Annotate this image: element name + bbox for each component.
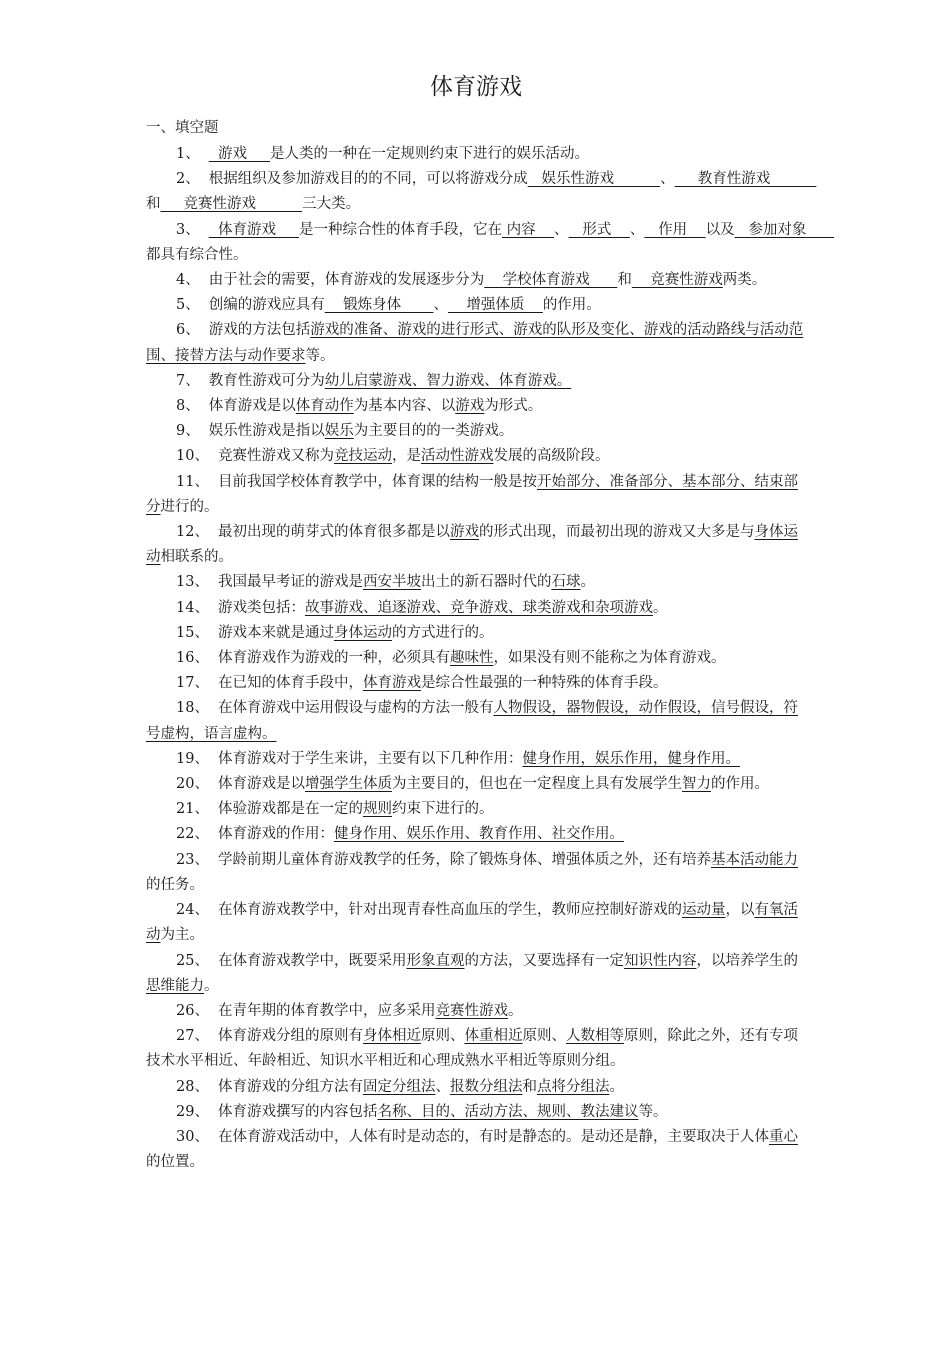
answer-blank: 学校体育游戏: [484, 272, 618, 289]
question-text: 体育游戏是以: [217, 776, 305, 793]
answer-blank: 开始部分、准备部分、基本部分、结束部分: [146, 473, 798, 515]
question-item: [146, 470, 810, 520]
question-text: ，如果没有则不能称之为体育游戏。: [493, 650, 726, 667]
question-number: 12: [176, 524, 195, 541]
answer-blank: 参加对象: [734, 221, 835, 238]
question-text: 游戏类包括：: [217, 599, 305, 616]
number-separator: 、: [194, 473, 209, 490]
question-text: 。: [652, 599, 668, 616]
question-text: 在体育游戏中运用假设与虚构的方法一般有: [217, 700, 494, 717]
answer-blank: 重心: [768, 1128, 798, 1145]
question-number: 28: [176, 1078, 195, 1095]
number-separator: 、: [194, 448, 209, 465]
question-number: 27: [176, 1028, 195, 1045]
answer-blank: 作用: [644, 221, 706, 238]
question-number: 29: [176, 1103, 195, 1120]
question-text: 相联系的。: [160, 549, 233, 566]
question-number: 24: [176, 902, 195, 919]
question-number: 6: [176, 322, 186, 339]
answer-blank: 西安半坡: [362, 574, 421, 591]
answer-blank: 固定分组法: [362, 1078, 436, 1095]
question-number: 17: [176, 675, 195, 692]
question-item: [146, 142, 810, 167]
number-separator: 、: [185, 146, 200, 162]
question-number: 10: [176, 448, 195, 465]
question-text: 为主要目的的一类游戏。: [353, 423, 514, 440]
question-text: 在青年期的体育教学中，应多采用: [217, 1002, 436, 1019]
answer-blank: 思维能力: [146, 977, 204, 994]
document-title: 体育游戏: [430, 74, 522, 100]
question-text: 以及: [705, 221, 735, 238]
number-separator: 、: [194, 952, 209, 969]
question-item: [146, 570, 810, 595]
question-item: [146, 646, 810, 671]
answer-blank: 内容: [502, 221, 555, 238]
question-text: 娱乐性游戏是指以: [208, 423, 325, 440]
question-text: 教育性游戏可分为: [208, 372, 325, 389]
question-text: 的形式出现，而最初出现的游戏又大多是与: [478, 524, 755, 541]
question-item: [146, 444, 810, 469]
question-text: 为主。: [160, 927, 204, 944]
answer-blank: 竞赛性游戏: [631, 272, 723, 289]
question-text: 进行的。: [160, 498, 219, 515]
question-number: 4: [176, 272, 186, 289]
question-text: 三大类。: [302, 196, 361, 213]
question-text: ，是: [391, 448, 421, 465]
question-text: 是一种综合性的体育手段，它在: [299, 221, 502, 238]
question-text: 、: [554, 221, 569, 238]
question-text: ，以: [725, 902, 755, 919]
question-number: 15: [176, 624, 195, 641]
question-text: 。: [507, 1002, 523, 1019]
question-text: 、: [629, 221, 645, 238]
answer-blank: 体育游戏: [208, 221, 299, 238]
question-item: [146, 218, 835, 268]
answer-blank: 身体运动: [333, 624, 392, 641]
question-text: 等。: [305, 347, 335, 364]
number-separator: 、: [194, 1128, 209, 1145]
question-text: 。: [580, 574, 595, 591]
question-text: 我国最早考证的游戏是: [217, 574, 363, 591]
question-text: 、: [435, 1078, 450, 1095]
question-text: 游戏的方法包括: [208, 322, 311, 339]
question-text: 的位置。: [146, 1154, 204, 1171]
question-text: 在体育游戏活动中，人体有时是动态的，有时是静态的。是动还是静，主要取决于人体: [217, 1128, 769, 1145]
question-text: 竞赛性游戏又称为: [217, 448, 334, 465]
answer-blank: 竞赛性游戏: [160, 196, 303, 213]
number-separator: 、: [194, 1103, 209, 1120]
question-text: 是综合性最强的一种特殊的体育手段。: [420, 675, 668, 692]
question-item: [146, 520, 810, 570]
answer-blank: 基本活动能力: [710, 851, 798, 868]
number-separator: 、: [194, 700, 209, 717]
answer-blank: 增强学生体质: [304, 776, 392, 793]
question-text: 在体育游戏教学中，既要采用: [217, 952, 407, 969]
number-separator: 、: [194, 826, 209, 843]
answer-blank: 人数相等: [565, 1028, 624, 1045]
question-text: 两类。: [722, 272, 767, 289]
answer-blank: 运动量: [681, 902, 726, 919]
number-separator: 、: [185, 372, 200, 389]
question-text: 体验游戏都是在一定的: [217, 801, 363, 818]
question-number: 25: [176, 952, 195, 969]
number-separator: 、: [194, 801, 209, 818]
number-separator: 、: [194, 675, 209, 692]
answer-blank: 游戏: [208, 146, 270, 162]
number-separator: 、: [194, 902, 209, 919]
answer-blank: 身体相近: [362, 1028, 421, 1045]
question-item: [146, 419, 810, 444]
question-text: 和: [522, 1078, 537, 1095]
question-text: 为形式。: [484, 398, 543, 415]
answer-blank: 石球: [551, 574, 581, 591]
question-text: 由于社会的需要，体育游戏的发展逐步分为: [208, 272, 485, 289]
question-text: 体育游戏撰写的内容包括: [217, 1103, 378, 1120]
answer-blank: 趣味性: [449, 650, 494, 667]
question-number: 11: [176, 473, 195, 490]
question-text: 和: [146, 196, 161, 213]
answer-blank: 体育游戏: [362, 675, 421, 692]
answer-blank: 身体运动: [146, 524, 798, 566]
number-separator: 、: [194, 851, 209, 868]
question-number: 14: [176, 599, 195, 616]
question-number: 2: [176, 171, 186, 188]
question-text: 的方法，又要选择有一定: [464, 952, 624, 969]
question-text: 为主要目的，但也在一定程度上具有发展学生: [391, 776, 682, 793]
question-item: [146, 394, 810, 419]
question-text: 的方式进行的。: [391, 624, 494, 641]
question-number: 18: [176, 700, 195, 717]
number-separator: 、: [185, 171, 200, 188]
question-text: 。: [609, 1078, 624, 1095]
question-item: [146, 318, 810, 368]
question-number: 9: [176, 423, 186, 440]
question-text: 的任务。: [146, 876, 204, 893]
question-item: [146, 797, 810, 822]
question-number: 8: [176, 398, 186, 415]
question-text: 都具有综合性。: [146, 246, 248, 263]
answer-blank: 教育性游戏: [674, 171, 817, 188]
question-number: 26: [176, 1002, 195, 1019]
question-number: 13: [176, 574, 195, 591]
question-text: 体育游戏对于学生来讲，主要有以下几种作用：: [217, 750, 523, 767]
number-separator: 、: [194, 650, 209, 667]
question-number: 21: [176, 801, 195, 818]
question-item: [146, 268, 810, 293]
question-text: 原则、: [420, 1028, 465, 1045]
question-item: [146, 1100, 810, 1125]
question-item: [146, 596, 810, 621]
question-number: 16: [176, 650, 195, 667]
question-text: 体育游戏的作用：: [217, 826, 334, 843]
question-item: [146, 1125, 810, 1175]
question-text: 出土的新石器时代的: [420, 574, 552, 591]
question-number: 22: [176, 826, 195, 843]
question-item: [146, 848, 810, 898]
question-number: 3: [176, 221, 186, 238]
question-text: 原则，除此之外，还有专项技术水平相近、年龄相近、知识水平相近和心理成熟水平相近等原则分组。: [146, 1028, 798, 1070]
answer-blank: 健身作用、娱乐作用、教育作用、社交作用。: [333, 826, 624, 843]
question-text: 最初出现的萌芽式的体育很多都是以: [217, 524, 450, 541]
question-text: 体育游戏的分组方法有: [217, 1078, 363, 1095]
question-text: 创编的游戏应具有: [208, 297, 325, 314]
question-item: [146, 167, 817, 217]
section-heading: 一、填空题: [146, 120, 219, 136]
question-text: 游戏本来就是通过: [217, 624, 334, 641]
answer-blank: 体重相近: [464, 1028, 523, 1045]
answer-blank: 点将分组法: [536, 1078, 610, 1095]
question-number: 19: [176, 750, 195, 767]
question-number: 1: [176, 146, 186, 162]
question-item: [146, 369, 810, 394]
number-separator: 、: [194, 599, 209, 616]
number-separator: 、: [194, 624, 209, 641]
question-item: [146, 1075, 810, 1100]
number-separator: 、: [194, 1078, 209, 1095]
number-separator: 、: [185, 423, 200, 440]
answer-blank: 智力: [681, 776, 711, 793]
question-number: 30: [176, 1128, 195, 1145]
question-text: 约束下进行的。: [391, 801, 494, 818]
question-item: [146, 1024, 810, 1074]
question-text: 发展的高级阶段。: [493, 448, 610, 465]
number-separator: 、: [194, 1028, 209, 1045]
answer-blank: 竞技运动: [333, 448, 392, 465]
question-item: [146, 696, 810, 746]
answer-blank: 锻炼身体: [324, 297, 434, 314]
answer-blank: 游戏的准备、游戏的进行形式、游戏的队形及变化、游戏的活动路线与活动范围、接替方法与动作要求: [146, 322, 804, 364]
question-text: 是人类的一种在一定规则约束下进行的娱乐活动。: [270, 146, 589, 162]
answer-blank: 有氧活动: [146, 902, 798, 944]
question-text: 、: [433, 297, 448, 314]
answer-blank: 健身作用，娱乐作用，健身作用。: [522, 750, 740, 767]
question-item: [146, 621, 810, 646]
question-number: 20: [176, 776, 195, 793]
question-text: 在已知的体育手段中，: [217, 675, 363, 692]
question-item: [146, 747, 810, 772]
question-list: [146, 142, 835, 1175]
answer-blank: 报数分组法: [449, 1078, 523, 1095]
question-text: 原则、: [522, 1028, 566, 1045]
answer-blank: 规则: [362, 801, 392, 818]
question-number: 23: [176, 851, 195, 868]
question-text: 的作用。: [542, 297, 601, 314]
number-separator: 、: [194, 750, 209, 767]
number-separator: 、: [194, 776, 209, 793]
question-item: [146, 999, 810, 1024]
answer-blank: 形象直观: [406, 952, 465, 969]
question-text: 的作用。: [710, 776, 769, 793]
number-separator: 、: [194, 574, 209, 591]
question-text: 为基本内容、以: [353, 398, 456, 415]
question-text: 等。: [638, 1103, 668, 1120]
question-text: 、: [660, 171, 675, 188]
question-number: 7: [176, 372, 186, 389]
question-item: [146, 293, 810, 318]
question-text: 体育游戏是以: [208, 398, 296, 415]
answer-blank: 人物假设，器物假设，动作假设，信号假设，符号虚构，语言虚构。: [146, 700, 798, 742]
answer-blank: 竞赛性游戏: [435, 1002, 508, 1019]
question-text: 学龄前期儿童体育游戏教学的任务，除了锻炼身体、增强体质之外，还有培养: [217, 851, 711, 868]
number-separator: 、: [185, 322, 200, 339]
question-text: 目前我国学校体育教学中，体育课的结构一般是按: [217, 473, 537, 490]
question-item: [146, 822, 810, 847]
answer-blank: 游戏: [455, 398, 485, 415]
answer-blank: 名称、目的、活动方法、规则、教法建议: [377, 1103, 639, 1120]
question-text: 根据组织及参加游戏目的的不同，可以将游戏分成: [208, 171, 528, 188]
answer-blank: 知识性内容: [623, 952, 697, 969]
answer-blank: 活动性游戏: [420, 448, 494, 465]
answer-blank: 形式: [568, 221, 630, 238]
answer-blank: 娱乐性游戏: [527, 171, 661, 188]
question-item: [146, 949, 810, 999]
answer-blank: 幼儿启蒙游戏、智力游戏、体育游戏。: [324, 372, 572, 389]
question-text: 。: [204, 977, 219, 994]
question-text: 体育游戏分组的原则有: [217, 1028, 363, 1045]
number-separator: 、: [185, 297, 200, 314]
number-separator: 、: [194, 1002, 209, 1019]
question-text: 体育游戏作为游戏的一种，必须具有: [217, 650, 450, 667]
number-separator: 、: [185, 398, 200, 415]
answer-blank: 故事游戏、追逐游戏、竞争游戏、球类游戏和杂项游戏: [304, 599, 653, 616]
question-text: 在体育游戏教学中，针对出现青春性高血压的学生，教师应控制好游戏的: [217, 902, 682, 919]
answer-blank: 增强体质: [447, 297, 543, 314]
question-item: [146, 671, 810, 696]
question-item: [146, 772, 810, 797]
answer-blank: 娱乐: [324, 423, 354, 440]
question-text: ，以培养学生的: [696, 952, 798, 969]
answer-blank: 游戏: [449, 524, 479, 541]
question-text: 和: [617, 272, 632, 289]
number-separator: 、: [194, 524, 209, 541]
question-number: 5: [176, 297, 186, 314]
question-item: [146, 898, 810, 948]
number-separator: 、: [185, 272, 200, 289]
answer-blank: 体育动作: [295, 398, 354, 415]
number-separator: 、: [185, 221, 200, 238]
